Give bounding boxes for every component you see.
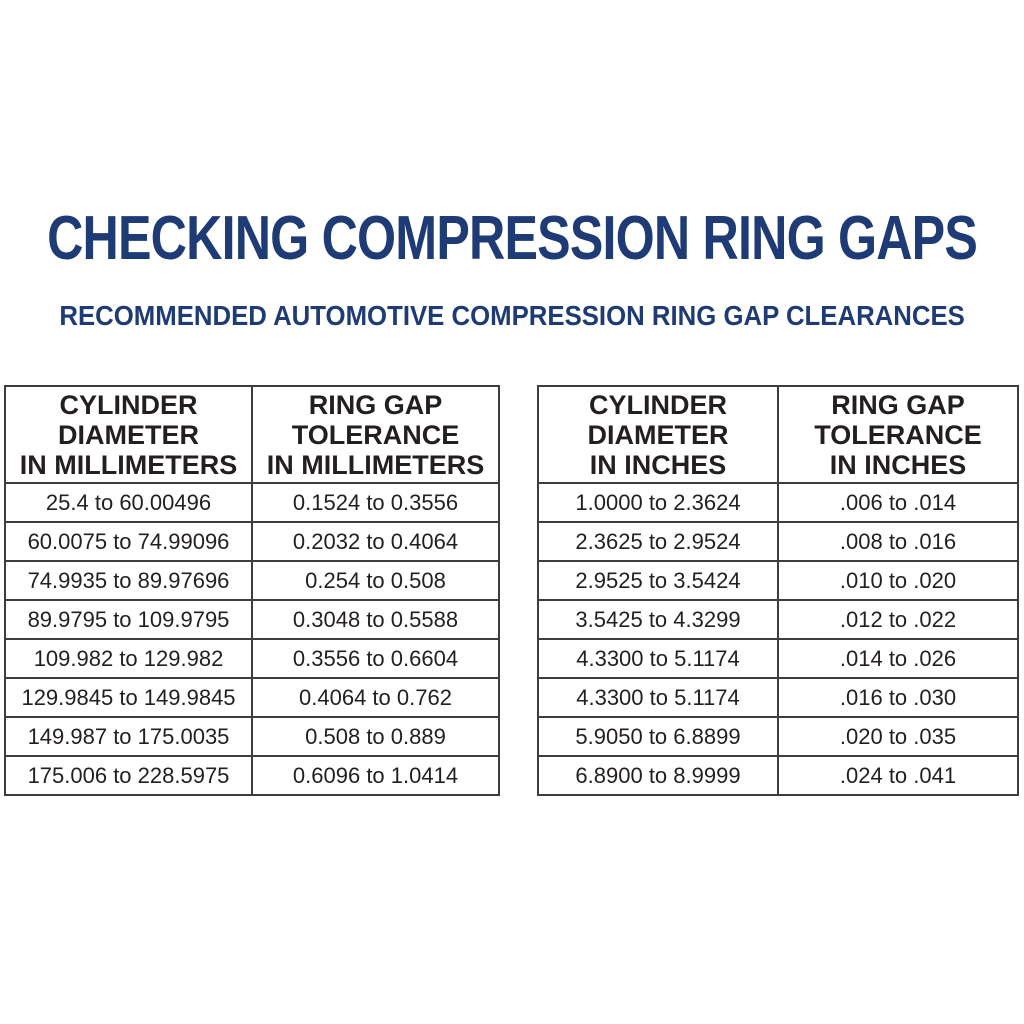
table-cell: 0.6096 to 1.0414 <box>252 756 499 795</box>
page-title-text: CHECKING COMPRESSION RING GAPS <box>47 204 977 273</box>
table-cell: .020 to .035 <box>778 717 1018 756</box>
table-cell: .024 to .041 <box>778 756 1018 795</box>
table-row <box>5 600 499 639</box>
table-inches <box>537 385 1019 796</box>
column-header-line: IN MILLIMETERS <box>19 449 238 480</box>
column-header-line: DIAMETER <box>58 419 199 450</box>
page-title <box>0 204 1024 273</box>
table-cell: 175.006 to 228.5975 <box>5 756 252 795</box>
table-cell: .010 to .020 <box>778 561 1018 600</box>
table-cell: 129.9845 to 149.9845 <box>5 678 252 717</box>
table-row <box>5 522 499 561</box>
table-cell: .014 to .026 <box>778 639 1018 678</box>
table-row <box>5 717 499 756</box>
table-cell: 0.2032 to 0.4064 <box>252 522 499 561</box>
table-row <box>5 639 499 678</box>
table-cell: .012 to .022 <box>778 600 1018 639</box>
table-cell: 2.9525 to 3.5424 <box>538 561 778 600</box>
table-cell: .008 to .016 <box>778 522 1018 561</box>
table-row <box>5 678 499 717</box>
table-cell: 149.987 to 175.0035 <box>5 717 252 756</box>
table-row <box>538 639 1018 678</box>
table-cell: 3.5425 to 4.3299 <box>538 600 778 639</box>
table-cell: 4.3300 to 5.1174 <box>538 678 778 717</box>
table-cell: 25.4 to 60.00496 <box>5 483 252 522</box>
table-cell: .006 to .014 <box>778 483 1018 522</box>
table-row <box>538 522 1018 561</box>
table-row <box>5 756 499 795</box>
table-cell: 89.9795 to 109.9795 <box>5 600 252 639</box>
table-cell: 0.4064 to 0.762 <box>252 678 499 717</box>
table-cell: 5.9050 to 6.8899 <box>538 717 778 756</box>
column-header-line: IN MILLIMETERS <box>266 449 485 480</box>
column-header-line: RING GAP <box>308 389 443 420</box>
column-header <box>5 386 252 483</box>
table-cell: 1.0000 to 2.3624 <box>538 483 778 522</box>
table-row <box>5 483 499 522</box>
table-row <box>538 678 1018 717</box>
table-row <box>538 561 1018 600</box>
column-header-line: DIAMETER <box>587 419 729 450</box>
column-header <box>252 386 499 483</box>
column-header <box>538 386 778 483</box>
column-header-line: CYLINDER <box>59 389 198 420</box>
table-cell: 4.3300 to 5.1174 <box>538 639 778 678</box>
column-header-line: CYLINDER <box>588 389 727 420</box>
table-cell: 109.982 to 129.982 <box>5 639 252 678</box>
table-cell: 74.9935 to 89.97696 <box>5 561 252 600</box>
table-cell: 60.0075 to 74.99096 <box>5 522 252 561</box>
table-cell: .016 to .030 <box>778 678 1018 717</box>
table-cell: 0.3048 to 0.5588 <box>252 600 499 639</box>
table-millimeters <box>4 385 500 796</box>
page-subtitle-text: RECOMMENDED AUTOMOTIVE COMPRESSION RING GAP CLEARANCES <box>59 300 965 331</box>
column-header-line: RING GAP <box>831 389 965 420</box>
table-cell: 2.3625 to 2.9524 <box>538 522 778 561</box>
column-header <box>778 386 1018 483</box>
table-cell: 0.3556 to 0.6604 <box>252 639 499 678</box>
table-cell: 6.8900 to 8.9999 <box>538 756 778 795</box>
table-row <box>538 483 1018 522</box>
column-header-line: TOLERANCE <box>814 419 982 450</box>
header-row <box>538 386 1018 483</box>
table-cell: 0.508 to 0.889 <box>252 717 499 756</box>
column-header-line: IN INCHES <box>829 449 967 480</box>
table-cell: 0.254 to 0.508 <box>252 561 499 600</box>
table-row <box>538 717 1018 756</box>
column-header-line: TOLERANCE <box>291 419 460 450</box>
table-cell: 0.1524 to 0.3556 <box>252 483 499 522</box>
page-subtitle <box>0 300 1024 331</box>
column-header-line: IN INCHES <box>589 449 727 480</box>
table-row <box>538 756 1018 795</box>
table-row <box>538 600 1018 639</box>
header-row <box>5 386 499 483</box>
table-row <box>5 561 499 600</box>
